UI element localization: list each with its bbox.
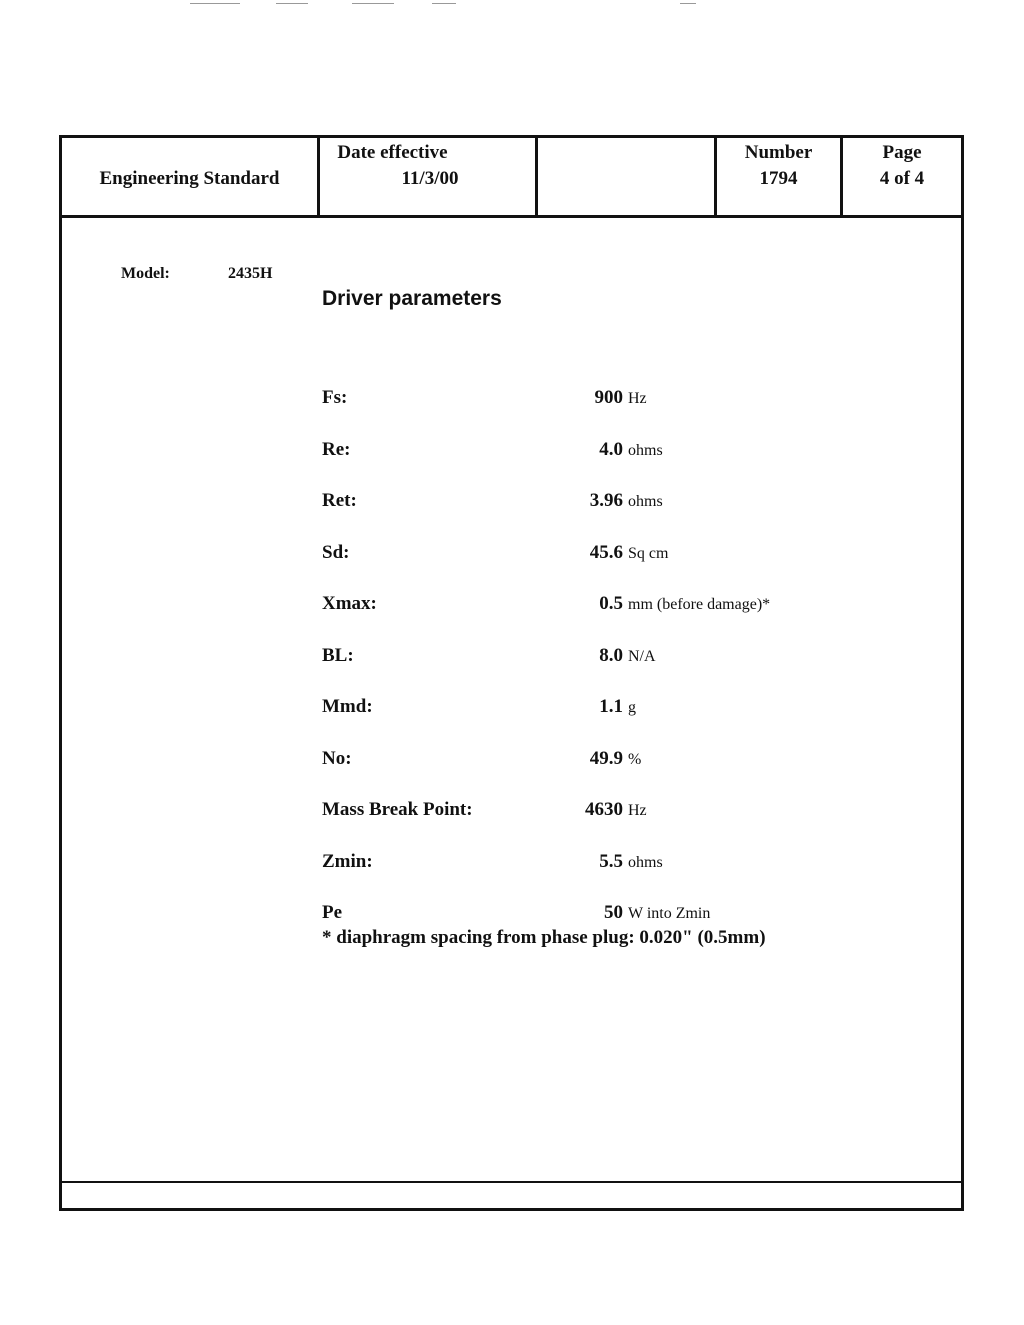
parameter-number: 4630 <box>585 799 623 820</box>
parameter-value <box>578 490 908 512</box>
parameter-value <box>578 542 908 564</box>
parameter-unit: ohms <box>628 854 663 871</box>
parameter-unit: W into Zmin <box>628 905 711 922</box>
parameter-label: Mmd: <box>322 696 373 717</box>
date-value: 11/3/00 <box>401 168 459 189</box>
scan-mark <box>680 3 696 4</box>
parameter-value <box>578 851 908 873</box>
parameter-number: 50 <box>604 902 623 923</box>
footnote: * diaphragm spacing from phase plug: 0.020" (0.5mm) <box>322 927 766 948</box>
header-divider <box>59 215 964 218</box>
parameter-value <box>578 593 908 615</box>
page-title: Driver parameters <box>322 287 502 310</box>
parameter-unit: Hz <box>628 802 647 819</box>
parameter-label: Ret: <box>322 490 357 511</box>
parameter-label: Sd: <box>322 542 350 563</box>
number-value: 1794 <box>759 168 798 189</box>
parameter-value <box>578 645 908 667</box>
parameter-label: Pe <box>322 902 343 923</box>
parameter-value <box>578 439 908 461</box>
date-label: Date effective <box>337 142 448 163</box>
parameter-unit: Hz <box>628 390 647 407</box>
parameter-number: 49.9 <box>589 748 623 769</box>
scan-mark <box>352 3 394 4</box>
parameter-number: 900 <box>594 387 623 408</box>
parameter-unit: ohms <box>628 493 663 510</box>
parameter-label: Mass Break Point: <box>322 799 473 820</box>
parameter-label: Fs: <box>322 387 348 408</box>
scan-mark <box>190 3 240 4</box>
parameter-label: Xmax: <box>322 593 377 614</box>
parameter-unit: g <box>628 699 636 716</box>
scan-mark <box>432 3 456 4</box>
header-column-divider <box>535 138 538 216</box>
parameter-number: 4.0 <box>599 439 623 460</box>
parameter-value <box>578 387 908 409</box>
document-frame <box>59 135 964 1211</box>
parameter-number: 0.5 <box>599 593 623 614</box>
parameter-number: 3.96 <box>589 490 623 511</box>
model-value: 2435H <box>228 265 273 282</box>
page-value: 4 of 4 <box>879 168 925 189</box>
parameter-label: BL: <box>322 645 354 666</box>
parameter-unit: Sq cm <box>628 545 669 562</box>
page-label: Page <box>882 142 922 163</box>
parameter-label: No: <box>322 748 352 769</box>
scan-mark <box>276 3 308 4</box>
parameter-number: 5.5 <box>599 851 623 872</box>
parameter-value <box>578 799 908 821</box>
parameter-unit: ohms <box>628 442 663 459</box>
parameter-value <box>578 902 908 924</box>
parameter-value <box>578 696 908 718</box>
parameter-unit: mm (before damage)* <box>628 596 771 613</box>
parameter-label: Re: <box>322 439 351 460</box>
footer-divider <box>61 1181 961 1183</box>
doc-type: Engineering Standard <box>99 168 280 189</box>
parameter-unit: N/A <box>628 648 656 665</box>
model-label: Model: <box>121 265 170 282</box>
parameter-number: 8.0 <box>599 645 623 666</box>
parameter-label: Zmin: <box>322 851 373 872</box>
parameter-value <box>578 748 908 770</box>
number-label: Number <box>744 142 813 163</box>
parameter-unit: % <box>628 751 642 768</box>
parameter-number: 1.1 <box>599 696 623 717</box>
parameter-number: 45.6 <box>589 542 623 563</box>
